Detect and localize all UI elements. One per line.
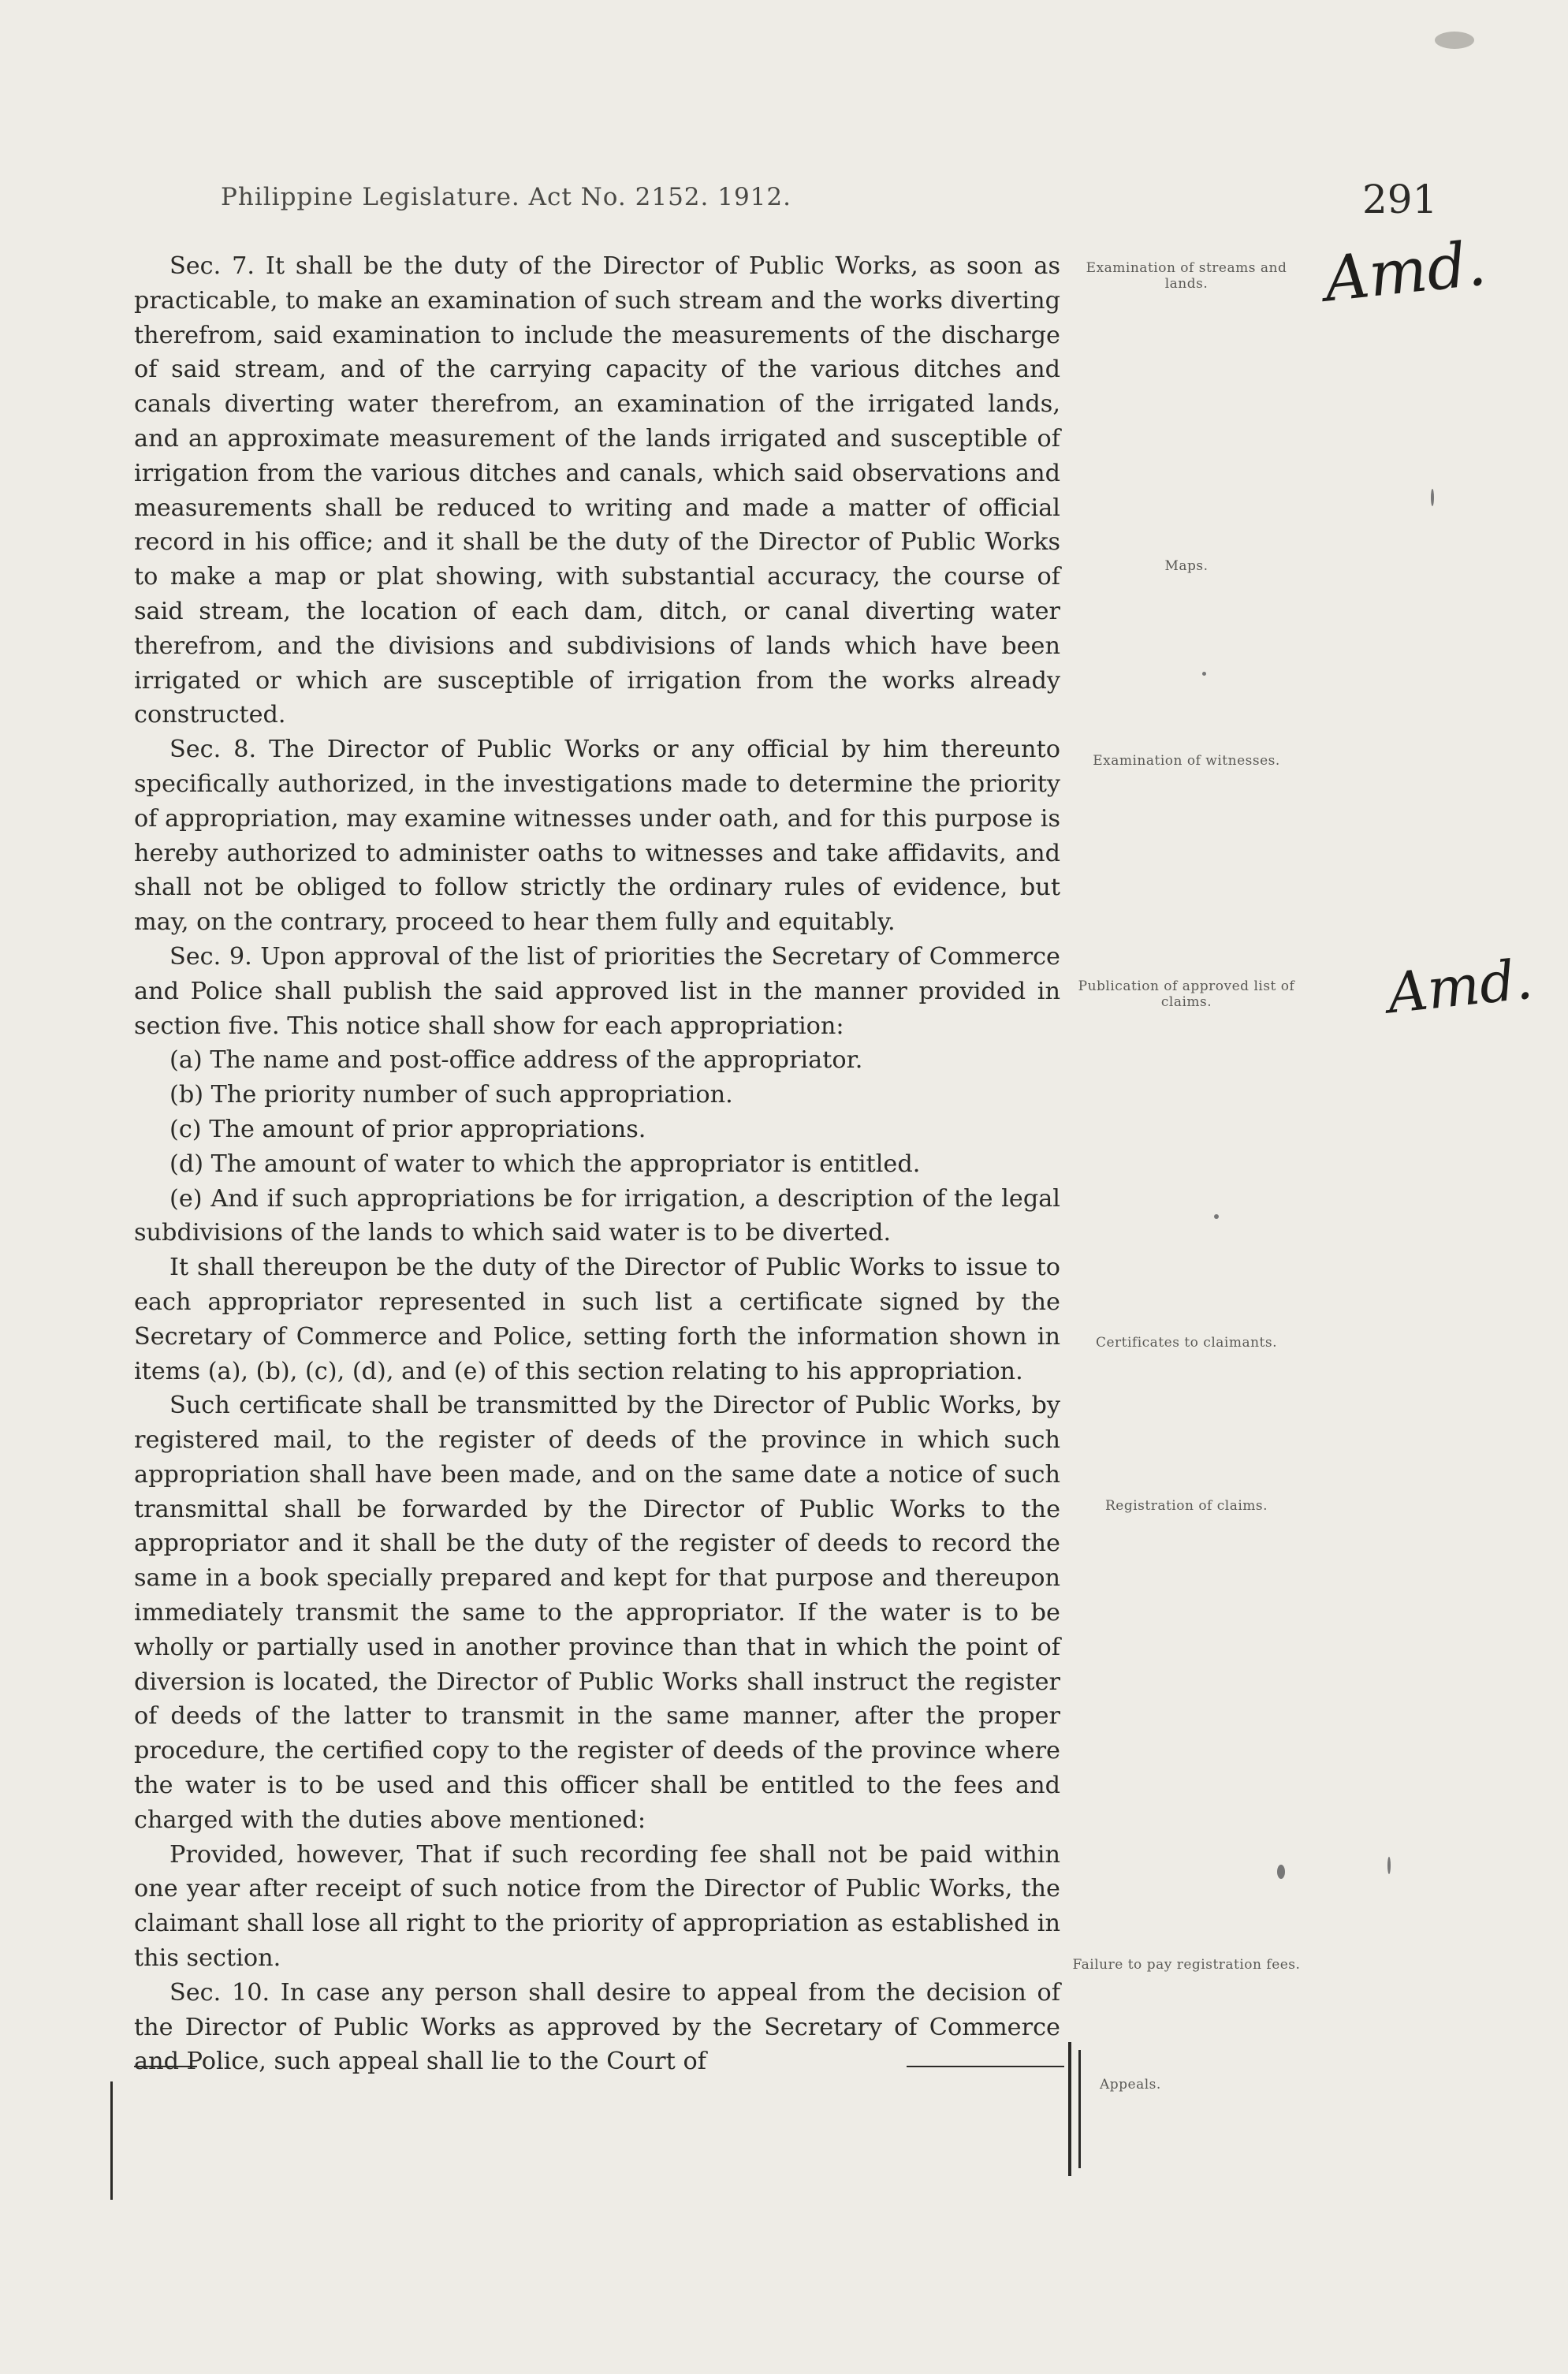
registration-paragraph: Such certificate shall be transmitted by the Director of Public Works, by registered mail, to the register of deeds of the province in which such appropriation shall have been made, and on the same date a notice of such transmittal shall be forwarded by the Director of Public Works to the appropriator and it shall be the duty of the register of deeds to record the same in a book specially prepared and kept for that purpose and thereupon immediately transmit the same to the appropriator. If the water is to be wholly or partially used in another province than that in which the point of diversion is located, the Director of Public Works shall instruct the register of deeds of the latter to transmit in the same manner, after the proper procedure, the certified copy to the register of deeds of the province where the water is to be used and this officer shall be entitled to the fees and charged with the duties above mentioned: [134, 1392, 1060, 1834]
proviso-paragraph: Provided, however, That if such recording fee shall not be paid within one year after receipt of such notice from the Director of Public Works, the claimant shall lose all right to the priority of appropriation as established in this section. [134, 1840, 1060, 1973]
handwritten-bracket-left [110, 2081, 113, 2200]
list-item-d: (d) The amount of water to which the appropriator is entitled. [169, 1150, 921, 1178]
margin-mark [1214, 1214, 1219, 1219]
handwritten-amendment-note: Amd. [1320, 228, 1490, 316]
margin-note-maps: Maps. [1164, 558, 1209, 574]
margin-note-examination-streams: Examination of streams and lands. [1086, 260, 1287, 292]
margin-note-registration: Registration of claims. [1104, 1498, 1268, 1514]
running-head: Philippine Legislature. Act No. 2152. 1912. [221, 183, 791, 211]
section-7-paragraph: Sec. 7. It shall be the duty of the Director of Public Works, as soon as practicable, to make an examination of such stream and the works diverting therefrom, said examination to include the measurements of the discharge of said stream, and of the carrying capacity of the various ditches and canals diverting water therefrom, an examination of the irrigated lands, and an approximate measurement of the lands irrigated and susceptible of irrigation from the various ditches and canals, which said observations and measurements shall be reduced to writing and made a matter of official record in his office; and it shall be the duty of the Director of Public Works to make a map or plat showing, with substantial accuracy, the course of said stream, the location of each dam, ditch, or canal diverting water therefrom, and the divisions and subdivisions of lands which have been irrigated or which are susceptible of irrigation from the works already constructed. [134, 252, 1060, 729]
body-text [134, 249, 1060, 2079]
margin-note-publication: Publication of approved list of claims. [1078, 978, 1295, 1010]
list-item-c: (c) The amount of prior appropriations. [169, 1115, 646, 1143]
margin-note-failure-fees: Failure to pay registration fees. [1072, 1957, 1301, 1973]
section-8-paragraph: Sec. 8. The Director of Public Works or any official by him thereunto specifically authorized, in the investigations made to determine the priority of appropriation, may examine witnesses under oath, and for this purpose is hereby authorized to administer oaths to witnesses and take affidavits, and shall not be obliged to follow strictly the ordinary rules of evidence, but may, on the contrary, proceed to hear them fully and equitably. [134, 736, 1060, 937]
certificates-paragraph: It shall thereupon be the duty of the Director of Public Works to issue to each appropriator represented in such list a certificate signed by the Secretary of Commerce and Police, setting forth the information shown in items (a), (b), (c), (d), and (e) of this section relating to his appropriation. [134, 1254, 1060, 1385]
handwritten-underline [907, 2066, 1064, 2067]
margin-note-certificates: Certificates to claimants. [1095, 1335, 1278, 1351]
list-item-e: (e) And if such appropriations be for irrigation, a description of the legal subdivisions of the lands to which said water is to be diverted. [134, 1184, 1060, 1247]
handwritten-underline [134, 2066, 197, 2067]
margin-mark [1202, 672, 1206, 676]
margin-mark [1277, 1865, 1285, 1879]
section-9-paragraph: Sec. 9. Upon approval of the list of priorities the Secretary of Commerce and Police shall publish the said approved list in the manner provided in section five. This notice shall show for each appropriation: [134, 942, 1060, 1040]
handwritten-amendment-note: Amd. [1384, 946, 1536, 1027]
list-item-a: (a) The name and post-office address of the appropriator. [169, 1046, 863, 1075]
margin-note-appeals: Appeals. [1100, 2077, 1161, 2093]
margin-mark [1435, 32, 1474, 49]
handwritten-bracket-right [1078, 2050, 1081, 2168]
margin-note-examination-witnesses: Examination of witnesses. [1093, 753, 1280, 769]
list-item-b: (b) The priority number of such appropriation. [169, 1081, 733, 1109]
margin-mark [1387, 1857, 1391, 1874]
margin-mark [1431, 489, 1434, 506]
page-number: 291 [1362, 177, 1438, 222]
section-10-paragraph: Sec. 10. In case any person shall desire to appeal from the decision of the Director of Public Works as approved by the Secretary of Commerce and Police, such appeal shall lie to the Court of [134, 1978, 1060, 2076]
handwritten-bracket-right [1068, 2042, 1071, 2176]
